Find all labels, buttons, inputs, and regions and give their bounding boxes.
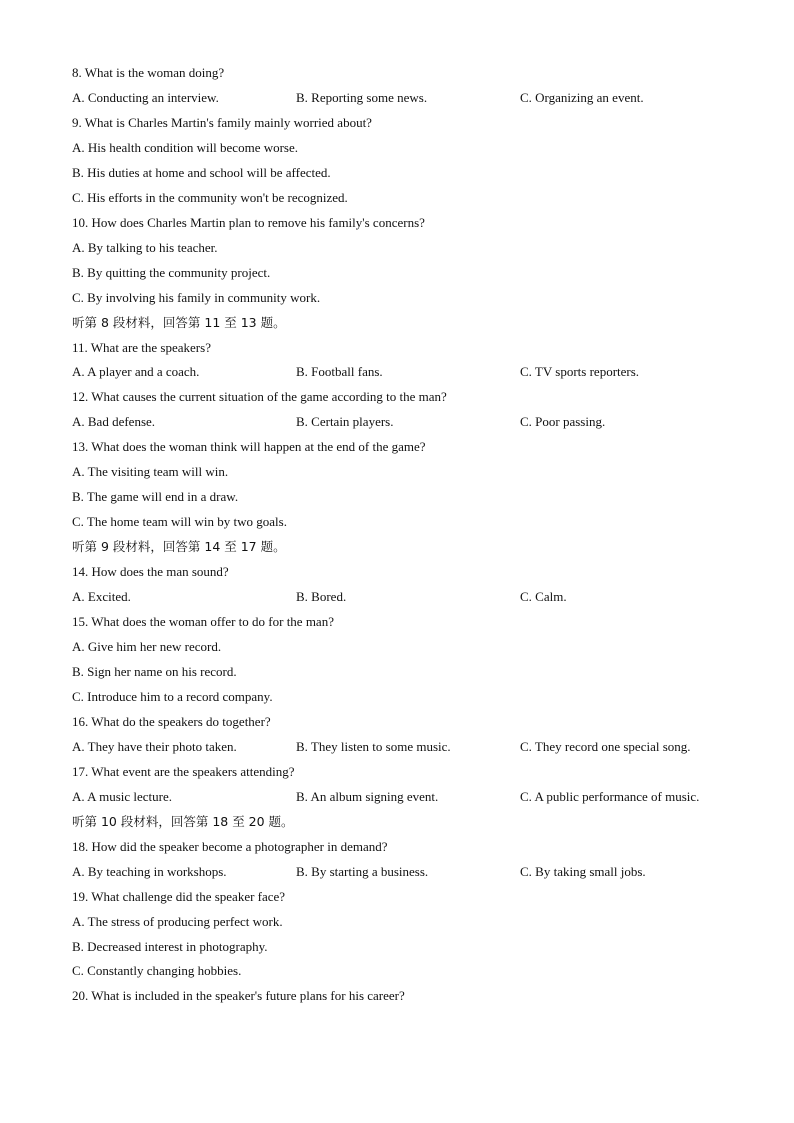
question-17-options xyxy=(72,789,732,805)
option-b: B. His duties at home and school will be affected. xyxy=(72,165,331,180)
question-12-options xyxy=(72,414,732,430)
option-c: C. By taking small jobs. xyxy=(520,864,646,879)
section-heading-9: 听第 9 段材料，回答第 14 至 17 题。 xyxy=(72,539,286,554)
option-c: C. By involving his family in community work. xyxy=(72,290,321,305)
option-b: B. Sign her name on his record. xyxy=(72,664,237,679)
question-18-options xyxy=(72,864,732,880)
option-c: C. His efforts in the community won't be recognized. xyxy=(72,190,348,205)
option-b: B. Certain players. xyxy=(296,414,394,429)
option-c: C. Constantly changing hobbies. xyxy=(72,963,242,978)
question-10: 10. How does Charles Martin plan to remove his family's concerns? xyxy=(72,215,425,230)
question-16-options xyxy=(72,739,732,755)
option-a: A. The stress of producing perfect work. xyxy=(72,914,283,929)
question-14-options xyxy=(72,589,732,605)
question-8: 8. What is the woman doing? xyxy=(72,65,225,80)
option-a: A. A music lecture. xyxy=(72,789,173,804)
option-b: B. By starting a business. xyxy=(296,864,429,879)
option-b: B. The game will end in a draw. xyxy=(72,489,239,504)
option-c: C. They record one special song. xyxy=(520,739,691,754)
option-a: A. His health condition will become worse. xyxy=(72,140,299,155)
section-heading-8: 听第 8 段材料，回答第 11 至 13 题。 xyxy=(72,315,286,330)
question-11: 11. What are the speakers? xyxy=(72,340,211,355)
question-15: 15. What does the woman offer to do for the man? xyxy=(72,614,334,629)
option-c: C. TV sports reporters. xyxy=(520,364,640,379)
option-a: A. Bad defense. xyxy=(72,414,156,429)
question-11-options xyxy=(72,364,732,380)
option-c: C. Calm. xyxy=(520,589,567,604)
option-c: C. A public performance of music. xyxy=(520,789,700,804)
option-a: A. A player and a coach. xyxy=(72,364,200,379)
question-20: 20. What is included in the speaker's future plans for his career? xyxy=(72,988,405,1003)
question-8-options xyxy=(72,90,732,106)
option-b: B. By quitting the community project. xyxy=(72,265,271,280)
option-a: A. Give him her new record. xyxy=(72,639,222,654)
question-18: 18. How did the speaker become a photographer in demand? xyxy=(72,839,388,854)
option-a: A. By teaching in workshops. xyxy=(72,864,227,879)
option-a: A. Excited. xyxy=(72,589,131,604)
section-heading-10: 听第 10 段材料，回答第 18 至 20 题。 xyxy=(72,814,294,829)
option-b: B. Reporting some news. xyxy=(296,90,428,105)
question-13: 13. What does the woman think will happen at the end of the game? xyxy=(72,439,426,454)
option-c: C. The home team will win by two goals. xyxy=(72,514,287,529)
option-b: B. Bored. xyxy=(296,589,347,604)
question-19: 19. What challenge did the speaker face? xyxy=(72,889,286,904)
option-a: A. Conducting an interview. xyxy=(72,90,219,105)
option-b: B. Decreased interest in photography. xyxy=(72,939,268,954)
option-c: C. Introduce him to a record company. xyxy=(72,689,273,704)
question-9: 9. What is Charles Martin's family mainly worried about? xyxy=(72,115,372,130)
option-a: A. By talking to his teacher. xyxy=(72,240,218,255)
option-b: B. Football fans. xyxy=(296,364,383,379)
question-16: 16. What do the speakers do together? xyxy=(72,714,271,729)
option-c: C. Organizing an event. xyxy=(520,90,644,105)
question-17: 17. What event are the speakers attending? xyxy=(72,764,295,779)
question-12: 12. What causes the current situation of the game according to the man? xyxy=(72,389,447,404)
option-a: A. The visiting team will win. xyxy=(72,464,229,479)
option-a: A. They have their photo taken. xyxy=(72,739,237,754)
question-14: 14. How does the man sound? xyxy=(72,564,229,579)
option-b: B. They listen to some music. xyxy=(296,739,451,754)
option-c: C. Poor passing. xyxy=(520,414,606,429)
option-b: B. An album signing event. xyxy=(296,789,439,804)
